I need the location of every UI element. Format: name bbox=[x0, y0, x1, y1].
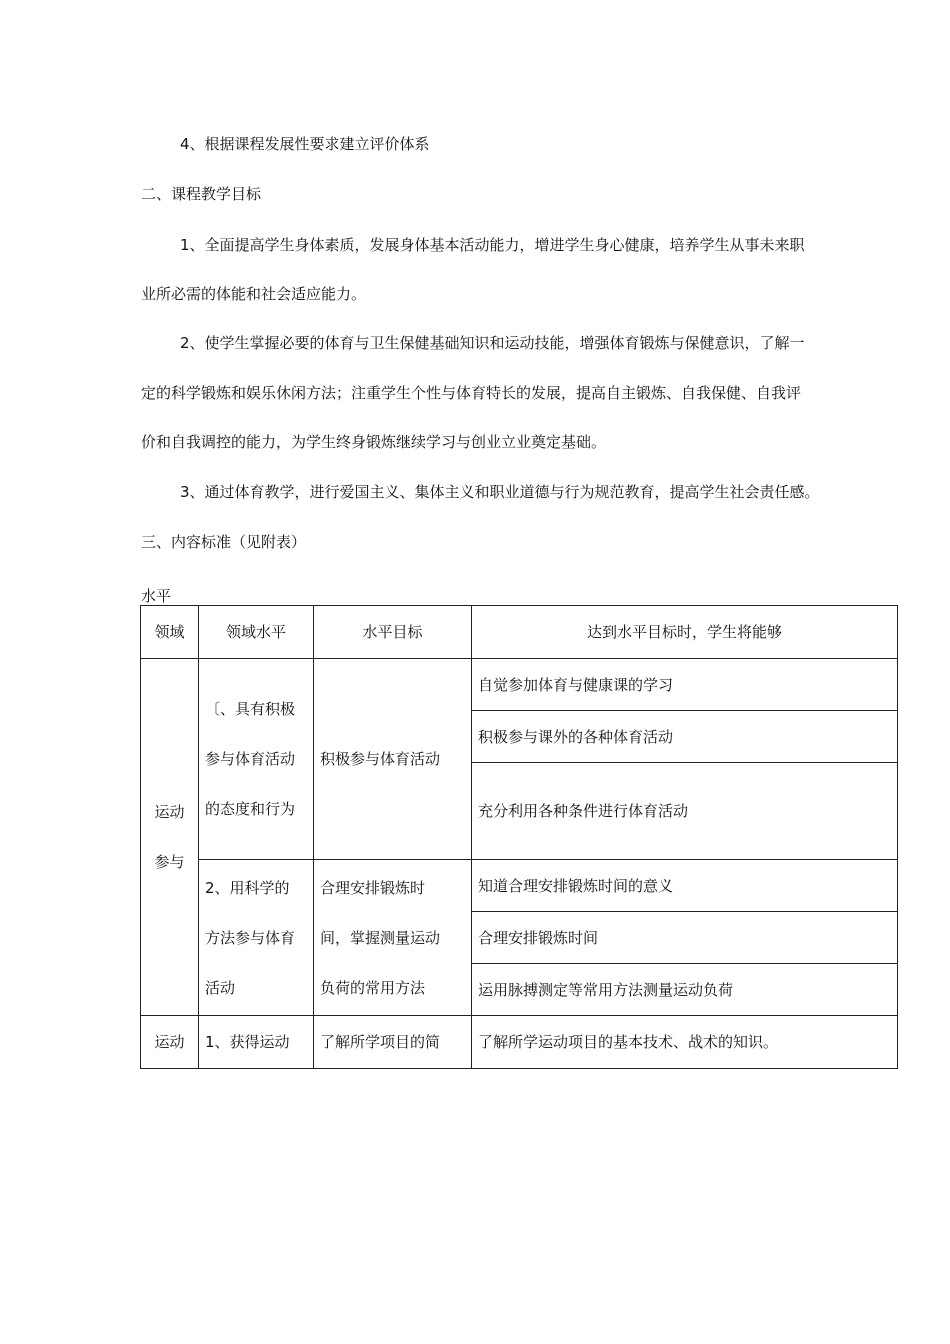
table-row bbox=[141, 659, 898, 711]
header-level-goal: 水平目标 bbox=[314, 606, 472, 659]
table-header-row bbox=[141, 606, 898, 659]
table-caption: 水平 bbox=[141, 587, 172, 605]
header-domain: 领域 bbox=[141, 606, 199, 659]
goal-text: 负荷的常用方法 bbox=[320, 978, 426, 997]
domain-cell-sports-skills: 运动 bbox=[141, 1016, 199, 1069]
goal-text: 间，掌握测量运动 bbox=[320, 928, 441, 947]
goal-cell-2 bbox=[314, 860, 472, 1016]
outcome-cell: 运用脉搏测定等常用方法测量运动负荷 bbox=[472, 964, 898, 1016]
level-text: 〔、具有积极 bbox=[205, 700, 296, 718]
level-cell-2 bbox=[199, 860, 314, 1016]
level-text: 参与体育活动 bbox=[205, 750, 296, 768]
section-heading-3: 三、内容标准（见附表） bbox=[141, 533, 307, 551]
content-standard-table bbox=[140, 605, 898, 1069]
outcome-cell: 了解所学运动项目的基本技术、战术的知识。 bbox=[472, 1016, 898, 1069]
level-text: 2、用科学的 bbox=[205, 878, 290, 897]
table-row bbox=[141, 1016, 898, 1069]
level-text: 的态度和行为 bbox=[205, 800, 296, 818]
outcome-cell: 自觉参加体育与健康课的学习 bbox=[472, 659, 898, 711]
objective-2-line-2: 定的科学锻炼和娱乐休闲方法；注重学生个性与体育特长的发展，提高自主锻炼、自我保健、自我评 bbox=[141, 384, 802, 402]
section-heading-2: 二、课程教学目标 bbox=[141, 185, 262, 203]
objective-1-line-1: 1、全面提高学生身体素质，发展身体基本活动能力，增进学生身心健康，培养学生从事未来职 bbox=[180, 236, 805, 254]
objective-2-line-1: 2、使学生掌握必要的体育与卫生保健基础知识和运动技能，增强体育锻炼与保健意识，了解一 bbox=[180, 334, 805, 352]
objective-3: 3、通过体育教学，进行爱国主义、集体主义和职业道德与行为规范教育，提高学生社会责任感。 bbox=[180, 483, 820, 501]
outcome-cell: 充分利用各种条件进行体育活动 bbox=[472, 763, 898, 860]
header-outcomes: 达到水平目标时，学生将能够 bbox=[472, 606, 898, 659]
domain-cell-sports-participation bbox=[141, 659, 199, 1016]
header-domain-level: 领域水平 bbox=[199, 606, 314, 659]
objective-2-line-3: 价和自我调控的能力，为学生终身锻炼继续学习与创业立业奠定基础。 bbox=[141, 433, 607, 451]
outcome-cell: 合理安排锻炼时间 bbox=[472, 912, 898, 964]
level-text: 活动 bbox=[205, 978, 236, 997]
goal-cell-3: 了解所学项目的简 bbox=[314, 1016, 472, 1069]
objective-1-line-2: 业所必需的体能和社会适应能力。 bbox=[141, 285, 367, 303]
domain-text: 运动 bbox=[154, 803, 185, 821]
goal-text: 合理安排锻炼时 bbox=[320, 878, 426, 897]
goal-cell-1: 积极参与体育活动 bbox=[314, 659, 472, 860]
outcome-cell: 知道合理安排锻炼时间的意义 bbox=[472, 860, 898, 912]
domain-text: 参与 bbox=[154, 853, 185, 871]
outcome-cell: 积极参与课外的各种体育活动 bbox=[472, 711, 898, 763]
table-row bbox=[141, 860, 898, 912]
level-cell-1 bbox=[199, 659, 314, 860]
level-cell-3: 1、获得运动 bbox=[199, 1016, 314, 1069]
level-text: 方法参与体育 bbox=[205, 928, 296, 947]
paragraph-item-4: 4、根据课程发展性要求建立评价体系 bbox=[180, 135, 430, 153]
